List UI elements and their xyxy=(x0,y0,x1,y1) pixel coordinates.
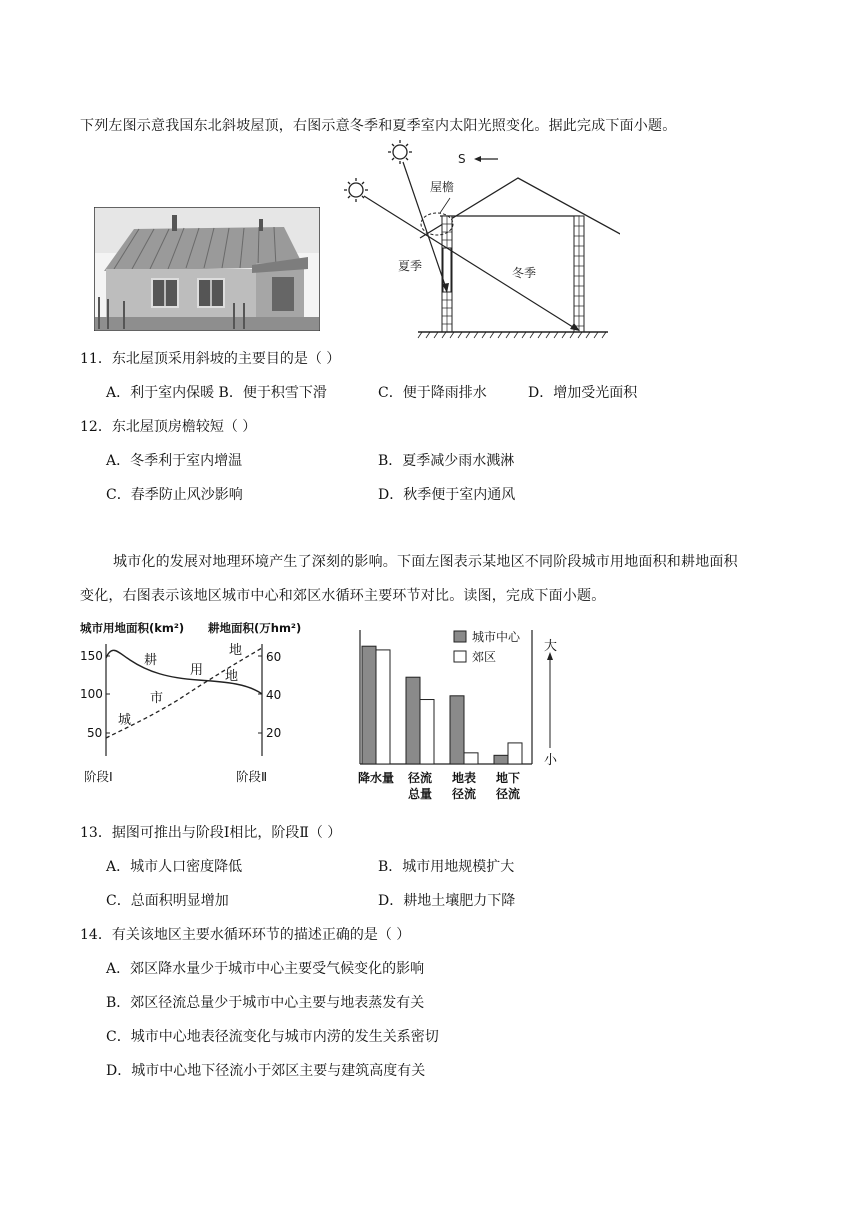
sunlight-diagram xyxy=(340,140,620,340)
bar-city-center xyxy=(362,646,376,764)
arrow-left-icon xyxy=(474,156,481,162)
south-label: S xyxy=(458,152,466,166)
category-label: 地下 xyxy=(495,771,521,785)
farmland-label: 耕 xyxy=(144,653,158,668)
bar-city-center xyxy=(494,755,508,764)
urban-label: 城 xyxy=(118,713,132,728)
category-label: 降水量 xyxy=(357,771,395,785)
q12-option-b[interactable]: B．夏季减少雨水溅淋 xyxy=(378,453,515,469)
left-tick: 50 xyxy=(87,726,103,740)
q12-option-a[interactable]: A．冬季利于室内增温 xyxy=(106,453,243,469)
intro-paragraph-1: 下列左图示意我国东北斜坡屋顶，右图示意冬季和夏季室内太阳光照变化。据此完成下面小题。 xyxy=(80,118,677,134)
q11-option-a-b[interactable]: A．利于室内保暖 B．便于积雪下滑 xyxy=(106,385,327,401)
bar-suburb xyxy=(464,753,478,764)
water-cycle-chart xyxy=(352,624,572,810)
farmland-label: 地 xyxy=(229,643,243,658)
category-label: 径流 xyxy=(495,787,521,801)
q11-option-d[interactable]: D．增加受光面积 xyxy=(528,385,638,401)
urban-label: 用 xyxy=(190,663,204,678)
summer-label: 夏季 xyxy=(398,259,423,273)
q14-option-a[interactable]: A．郊区降水量少于城市中心主要受气候变化的影响 xyxy=(106,961,425,977)
q14-option-d[interactable]: D．城市中心地下径流小于郊区主要与建筑高度有关 xyxy=(106,1063,426,1079)
q13-option-d[interactable]: D．耕地土壤肥力下降 xyxy=(378,893,516,909)
question-11: 11．东北屋顶采用斜坡的主要目的是（ ） xyxy=(80,351,341,367)
axis-top-label: 大 xyxy=(544,639,558,654)
sun-icon xyxy=(388,140,412,164)
legend-swatch-suburb xyxy=(454,651,466,662)
house-photo xyxy=(94,207,320,331)
x-label-stage-2: 阶段Ⅱ xyxy=(236,769,268,784)
intro-paragraph-2-line-2: 变化，右图表示该地区城市中心和郊区水循环主要环节对比。读图，完成下面小题。 xyxy=(80,588,606,604)
right-tick: 40 xyxy=(266,688,282,702)
intro-paragraph-2-line-1: 城市化的发展对地理环境产生了深刻的影响。下面左图表示某地区不同阶段城市用地面积和耕地面积 xyxy=(113,554,738,570)
category-label: 径流 xyxy=(407,771,433,785)
right-tick: 60 xyxy=(266,650,282,664)
land-area-chart xyxy=(78,618,318,788)
sun-icon xyxy=(344,178,368,202)
winter-label: 冬季 xyxy=(512,266,537,280)
q12-option-c[interactable]: C．春季防止风沙影响 xyxy=(106,487,243,503)
question-12: 12．东北屋顶房檐较短（ ） xyxy=(80,419,257,435)
bar-city-center xyxy=(450,696,464,764)
right-tick: 20 xyxy=(266,726,282,740)
urban-label: 地 xyxy=(225,669,239,684)
q13-option-a[interactable]: A．城市人口密度降低 xyxy=(106,859,243,875)
question-14: 14．有关该地区主要水循环环节的描述正确的是（ ） xyxy=(80,927,411,943)
axis-bottom-label: 小 xyxy=(544,753,558,768)
q11-option-c[interactable]: C．便于降雨排水 xyxy=(378,385,487,401)
left-axis-label: 城市用地面积(km²) xyxy=(80,621,185,635)
legend-center-label: 城市中心 xyxy=(472,630,521,644)
q14-option-c[interactable]: C．城市中心地表径流变化与城市内涝的发生关系密切 xyxy=(106,1029,439,1045)
category-label: 总量 xyxy=(407,787,433,801)
legend-suburb-label: 郊区 xyxy=(472,650,497,664)
q13-option-b[interactable]: B．城市用地规模扩大 xyxy=(378,859,515,875)
question-13: 13．据图可推出与阶段Ⅰ相比，阶段Ⅱ（ ） xyxy=(80,825,342,841)
left-tick: 100 xyxy=(80,687,103,701)
q12-option-d[interactable]: D．秋季便于室内通风 xyxy=(378,487,516,503)
eave-label: 屋檐 xyxy=(430,180,455,194)
urban-label: 市 xyxy=(150,691,164,706)
category-label: 径流 xyxy=(451,787,477,801)
q14-option-b[interactable]: B．郊区径流总量少于城市中心主要与地表蒸发有关 xyxy=(106,995,425,1011)
right-axis-label: 耕地面积(万hm²) xyxy=(208,621,302,635)
bar-suburb xyxy=(376,650,390,764)
category-label: 地表 xyxy=(451,771,477,785)
bar-suburb xyxy=(420,700,434,764)
legend-swatch-center xyxy=(454,631,466,642)
bar-suburb xyxy=(508,743,522,764)
q13-option-c[interactable]: C．总面积明显增加 xyxy=(106,893,229,909)
bar-city-center xyxy=(406,677,420,764)
x-label-stage-1: 阶段Ⅰ xyxy=(84,769,113,784)
left-tick: 150 xyxy=(80,649,103,663)
